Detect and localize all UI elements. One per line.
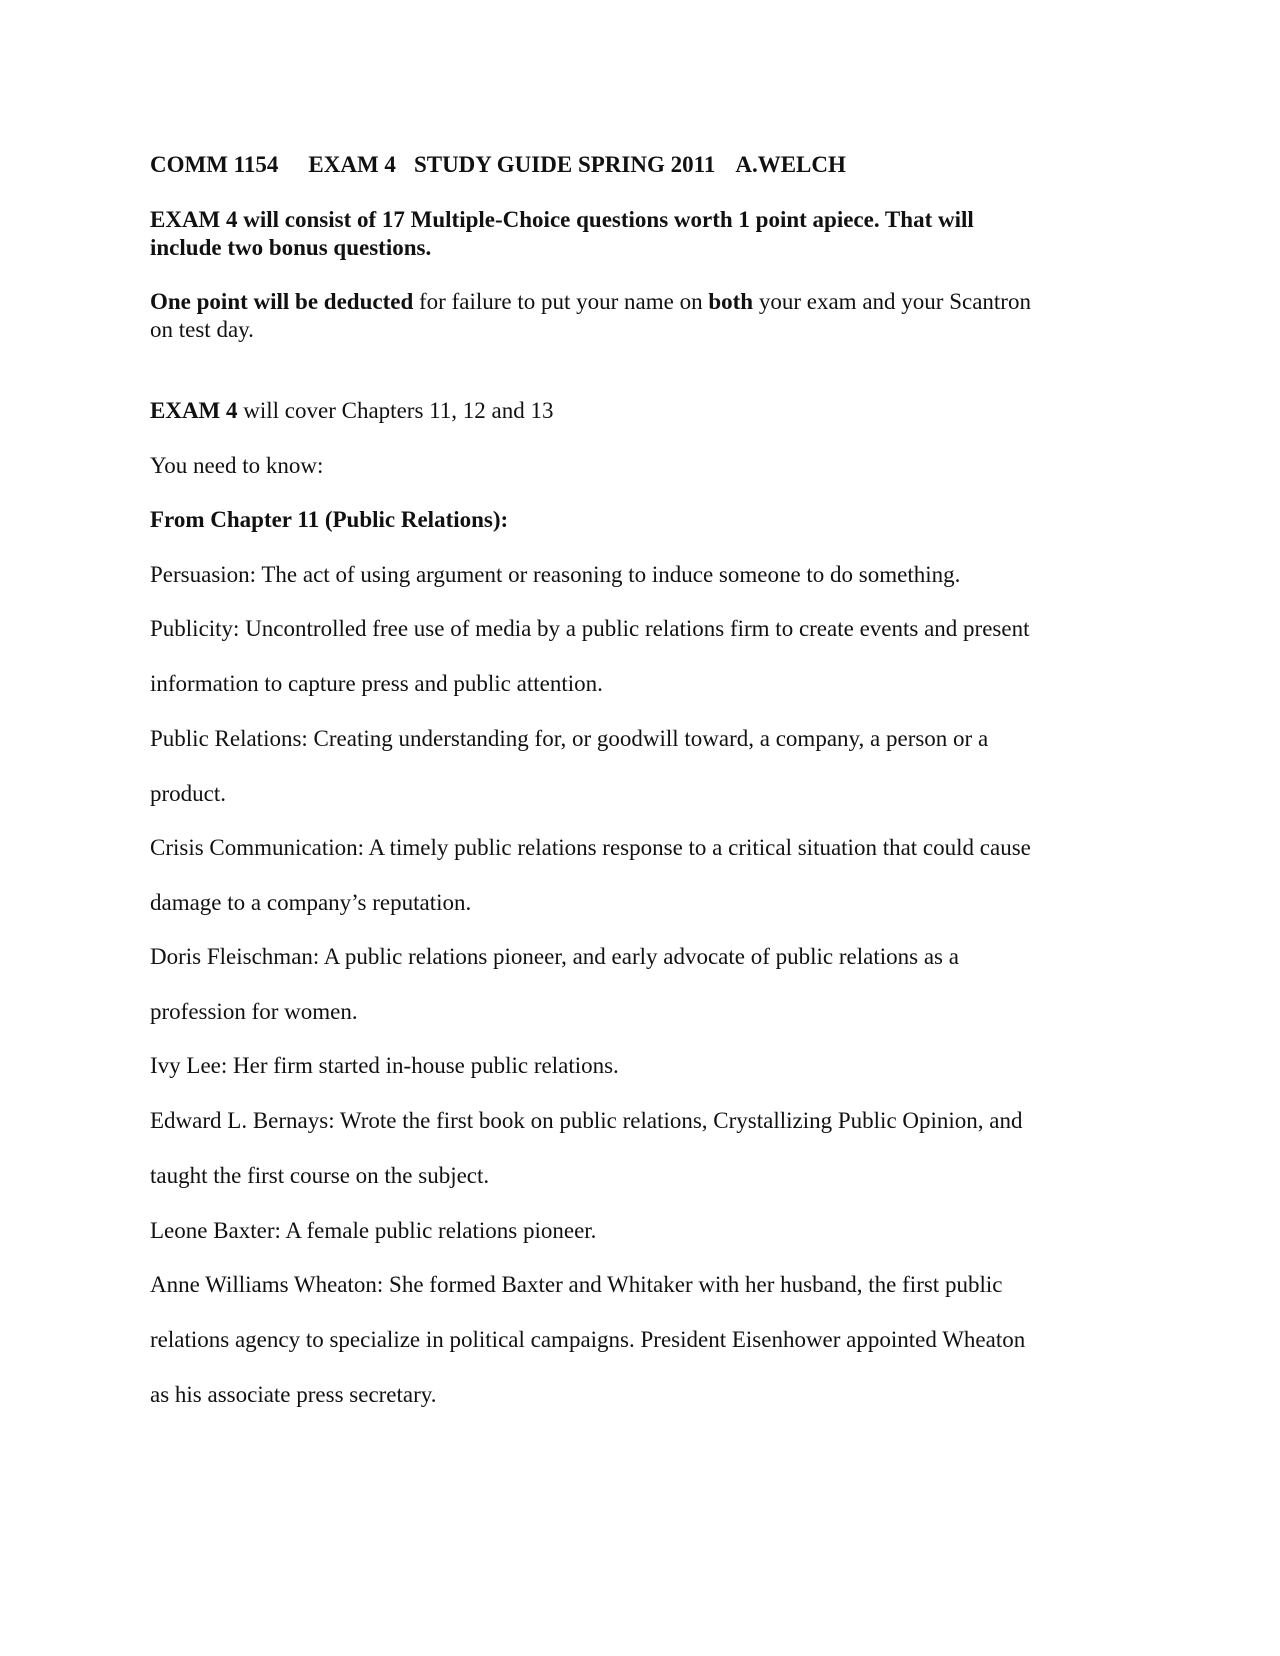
exam-consist-line-2: include two bonus questions. (150, 235, 432, 260)
document-header (150, 151, 846, 179)
definition-line: Public Relations: Creating understanding for, or goodwill toward, a company, a person or a (150, 726, 989, 751)
deduction-end-text: your exam and your Scantron (753, 289, 1031, 314)
definition-line: profession for women. (150, 999, 358, 1024)
definition-line: Edward L. Bernays: Wrote the first book on public relations, Crystallizing Public Opinion, and (150, 1108, 1023, 1133)
definition-line: information to capture press and public attention. (150, 671, 603, 696)
chapter-11-heading: From Chapter 11 (Public Relations): (150, 507, 509, 532)
definition-line: Ivy Lee: Her firm started in-house public relations. (150, 1053, 619, 1078)
deduction-line-1 (150, 288, 1031, 316)
definition-line: product. (150, 781, 227, 806)
definition-line: taught the first course on the subject. (150, 1163, 490, 1188)
course-code: COMM 1154 (150, 152, 279, 177)
deduction-both-text: both (708, 289, 754, 314)
definition-line: Crisis Communication: A timely public relations response to a critical situation that could cause (150, 835, 1031, 860)
definition-line: Anne Williams Wheaton: She formed Baxter and Whitaker with her husband, the first public (150, 1272, 1003, 1297)
exam-cover-line (150, 397, 554, 425)
definition-line: Publicity: Uncontrolled free use of media by a public relations firm to create events and present (150, 616, 1030, 641)
exam-cover-bold: EXAM 4 (150, 398, 238, 423)
exam-consist-line-1: EXAM 4 will consist of 17 Multiple-Choice questions worth 1 point apiece. That will (150, 207, 974, 232)
definition-line: as his associate press secretary. (150, 1382, 437, 1407)
definition-line: Leone Baxter: A female public relations pioneer. (150, 1218, 597, 1243)
definition-line: damage to a company’s reputation. (150, 890, 472, 915)
deduction-mid-text: for failure to put your name on (413, 289, 709, 314)
definition-line: Doris Fleischman: A public relations pioneer, and early advocate of public relations as a (150, 944, 959, 969)
deduction-bold-text: One point will be deducted (150, 289, 414, 314)
guide-label: STUDY GUIDE SPRING 2011 (413, 152, 716, 177)
definition-line: relations agency to specialize in political campaigns. President Eisenhower appointed Wheaton (150, 1327, 1026, 1352)
need-to-know: You need to know: (150, 453, 324, 478)
instructor-name: A.WELCH (735, 152, 846, 177)
definition-line: Persuasion: The act of using argument or reasoning to induce someone to do something. (150, 562, 961, 587)
exam-cover-rest: will cover Chapters 11, 12 and 13 (237, 398, 554, 423)
deduction-line-2: on test day. (150, 317, 254, 342)
exam-label: EXAM 4 (308, 152, 396, 177)
